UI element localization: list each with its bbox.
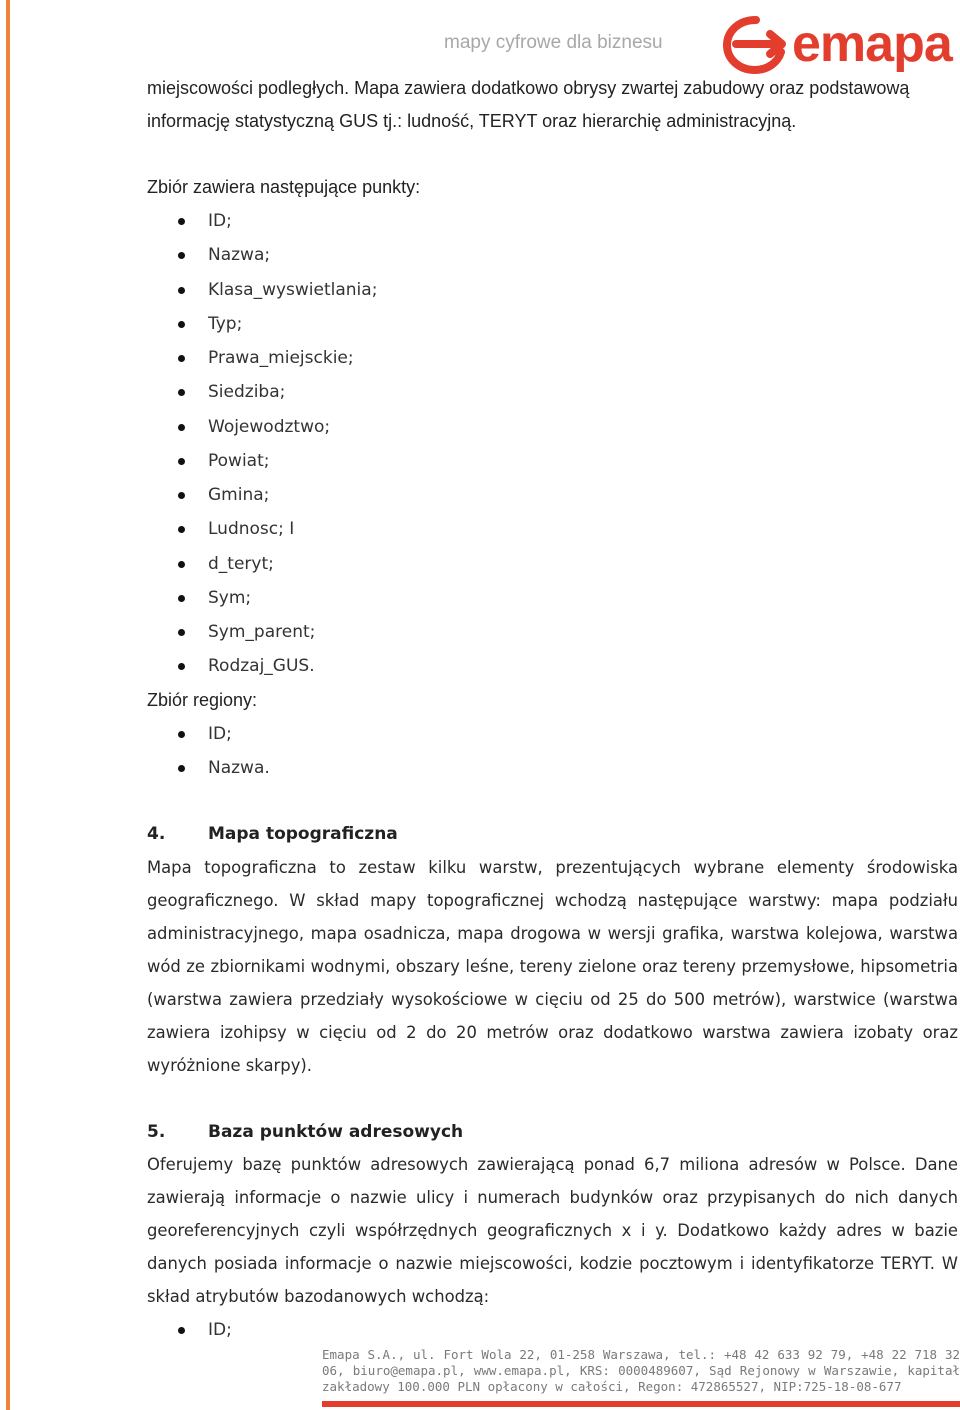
points-list-item-label: Rodzaj_GUS. [208, 656, 315, 676]
bullet-icon [178, 218, 185, 225]
points-list-item-label: Nazwa; [208, 245, 271, 265]
points-list-item-label: Sym; [208, 588, 252, 608]
bullet-icon [178, 252, 185, 259]
bullet-icon [178, 561, 185, 568]
bullet-icon [178, 287, 185, 294]
bullet-icon [178, 424, 185, 431]
points-list-item-label: Ludnosc; I [208, 519, 295, 539]
section-5-attribute-item-label: ID; [208, 1320, 232, 1340]
points-list-item-label: Klasa_wyswietlania; [208, 280, 378, 300]
points-list-item-label: Gmina; [208, 485, 270, 505]
points-list-item-label: Powiat; [208, 451, 270, 471]
header-tagline: mapy cyfrowe dla biznesu [444, 32, 663, 53]
logo-swirl-icon [722, 14, 790, 76]
bullet-icon [178, 595, 185, 602]
section-5-number: 5. [147, 1122, 166, 1142]
bullet-icon [178, 492, 185, 499]
emapa-logo [722, 8, 960, 80]
section-4-title: Mapa topograficzna [208, 824, 398, 844]
points-set-heading: Zbiór zawiera następujące punkty: [147, 177, 421, 197]
points-list-item-label: d_teryt; [208, 554, 274, 574]
points-list-item-label: Typ; [208, 314, 243, 334]
bullet-icon [178, 663, 185, 670]
logo-wordmark: emapa [792, 15, 952, 73]
intro-line-2: informację statystyczną GUS tj.: ludność, TERYT oraz hierarchię administracyjną. [147, 111, 797, 131]
points-list-item-label: Prawa_miejsckie; [208, 348, 354, 368]
footer-accent-rule [322, 1401, 960, 1407]
section-4-body: Mapa topograficzna to zestaw kilku warstw, prezentujących wybrane elementy środowiska geograficznego. W skład mapy topograficznej wchodzą następujące warstwy: mapa podziału administracyjnego, mapa osadnicza, mapa drogowa w wersji grafika, warstwa kolejowa, warstwa wód ze zbiornikami wodnymi, obszary leśne, tereny zielone oraz tereny przemysłowe, hipsometria (warstwa zawiera przedziały wysokościowe w cięciu od 25 do 500 metrów), warstwice (warstwa zawiera izohipsy w cięciu od 2 do 20 metrów oraz dodatkowo warstwa zawiera izobaty oraz wyróżnione skarpy). [147, 858, 958, 1075]
bullet-icon [178, 526, 185, 533]
bullet-icon [178, 355, 185, 362]
points-list-item-label: Sym_parent; [208, 622, 316, 642]
points-list-item-label: ID; [208, 211, 232, 231]
page-side-accent-bar [6, 0, 10, 1410]
points-list-item-label: Siedziba; [208, 382, 286, 402]
section-5-body: Oferujemy bazę punktów adresowych zawierającą ponad 6,7 miliona adresów w Polsce. Dane zawierają informacje o nazwie ulicy i numerach budynków oraz przypisanych do nich danych georeferencyjnych czyli współrzędnych geograficznych x i y. Dodatkowo każdy adres w bazie danych posiada informacje o nazwie miejscowości, kodzie pocztowym i identyfikatorze TERYT. W skład atrybutów bazodanowych wchodzą: [147, 1155, 958, 1306]
bullet-icon [178, 629, 185, 636]
section-5-title: Baza punktów adresowych [208, 1122, 464, 1142]
bullet-icon [178, 321, 185, 328]
bullet-icon [178, 765, 185, 772]
bullet-icon [178, 731, 185, 738]
section-4-number: 4. [147, 824, 166, 844]
bullet-icon [178, 389, 185, 396]
regions-list-item-label: ID; [208, 724, 232, 744]
points-list-item-label: Wojewodztwo; [208, 417, 331, 437]
regions-list-item-label: Nazwa. [208, 758, 270, 778]
intro-line-1: miejscowości podległych. Mapa zawiera dodatkowo obrysy zwartej zabudowy oraz podstawową [147, 78, 910, 98]
regions-set-heading: Zbiór regiony: [147, 690, 258, 710]
bullet-icon [178, 458, 185, 465]
footer-company-info: Emapa S.A., ul. Fort Wola 22, 01-258 Warszawa, tel.: +48 42 633 92 79, +48 22 718 32 06, biuro@emapa.pl, www.emapa.pl, KRS: 0000489607, Sąd Rejonowy w Warszawie, kapitał zakładowy 100.000 PLN opłacony w całości, Regon: 472865527, NIP:725-18-08-677 [322, 1347, 960, 1394]
bullet-icon [178, 1327, 185, 1334]
